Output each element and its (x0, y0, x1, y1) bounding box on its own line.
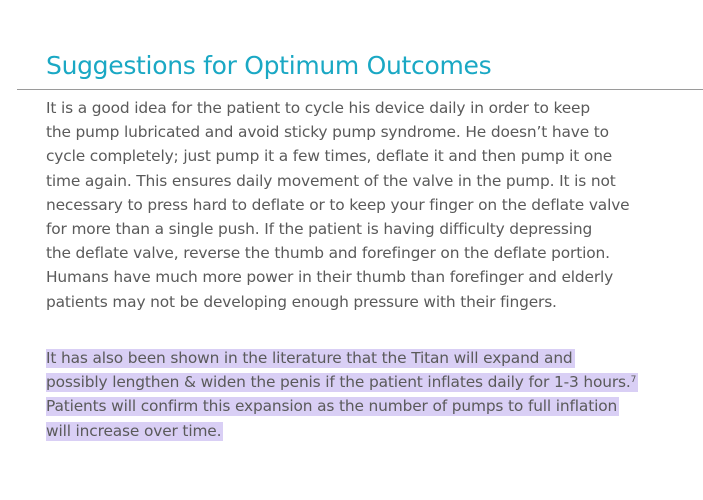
title-divider (17, 89, 703, 90)
text-line: time again. This ensures daily movement of the valve in the pump. It is not (46, 171, 616, 190)
highlighted-text: Patients will confirm this expansion as the number of pumps to full inflation (46, 397, 618, 416)
text-line: for more than a single push. If the patient is having difficulty depressing (46, 220, 593, 239)
highlighted-line (46, 370, 686, 394)
text-line: the pump lubricated and avoid sticky pump syndrome. He doesn’t have to (46, 123, 609, 142)
text-line: Humans have much more power in their thumb than forefinger and elderly (46, 268, 614, 287)
text-line: the deflate valve, reverse the thumb and forefinger on the deflate portion. (46, 244, 610, 263)
highlighted-line (46, 394, 686, 418)
text-line: It is a good idea for the patient to cycle his device daily in order to keep (46, 99, 590, 117)
paragraph-cycling-advice (46, 96, 686, 314)
text-line: patients may not be developing enough pressure with their fingers. (46, 292, 557, 311)
page-title: Suggestions for Optimum Outcomes (46, 50, 492, 80)
footnote-reference[interactable]: 7 (630, 375, 637, 386)
text-line: necessary to press hard to deflate or to keep your finger on the deflate valve (46, 195, 630, 214)
highlighted-text-with-footnote (46, 373, 638, 392)
text-line: cycle completely; just pump it a few times, deflate it and then pump it one (46, 147, 613, 166)
highlighted-line (46, 346, 686, 370)
highlighted-text: It has also been shown in the literature that the Titan will expand and (46, 349, 573, 367)
highlighted-line (46, 419, 686, 443)
paragraph-highlighted-expansion (46, 346, 686, 443)
highlighted-text: will increase over time. (46, 421, 222, 440)
highlighted-text: possibly lengthen & widen the penis if the patient inflates daily for 1-3 hours. (46, 373, 631, 392)
